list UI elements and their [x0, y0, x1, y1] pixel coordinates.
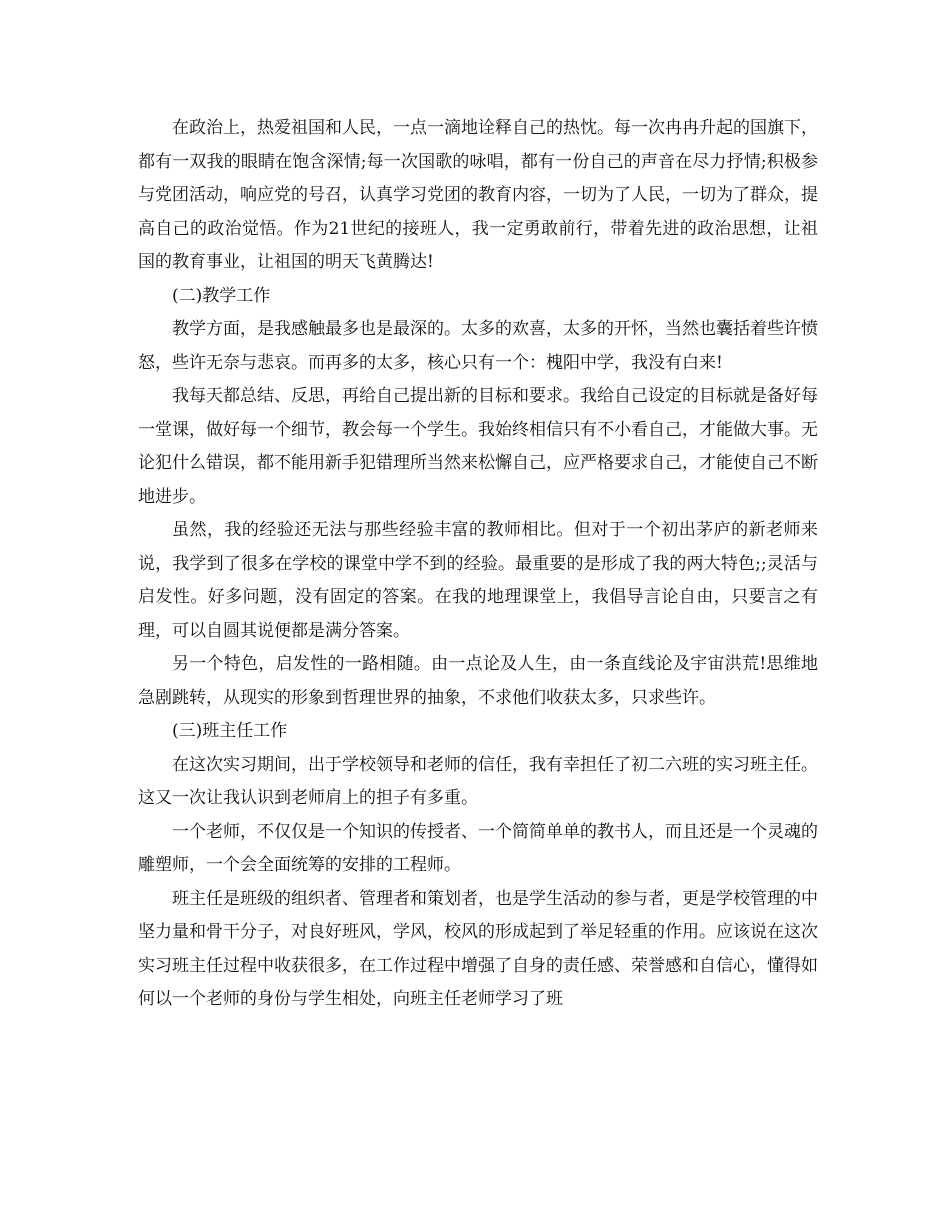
- section-heading-head-teacher: (三)班主任工作: [172, 721, 288, 741]
- paragraph-teacher-role: 一个老师，不仅仅是一个知识的传授者、一个简简单单的教书人，而且还是一个灵魂的雕塑师，一个会全面统筹的安排的工程师。: [138, 821, 818, 875]
- paragraph-political: 在政治上，热爱祖国和人民，一点一滴地诠释自己的热忱。每一次冉冉升起的国旗下，都有一双我的眼睛在饱含深情;每一次国歌的咏唱，都有一份自己的声音在尽力抒情;积极参与党团活动，响应党的号召，认真学习党团的教育内容，一切为了人民，一切为了群众，提高自己的政治觉悟。作为21世纪的接班人，我一定勇敢前行，带着先进的政治思想，让祖国的教育事业，让祖国的明天飞黄腾达!: [138, 118, 818, 272]
- paragraph-head-teacher-duties: 班主任是班级的组织者、管理者和策划者，也是学生活动的参与者，更是学校管理的中坚力量和骨干分子，对良好班风，学风，校风的形成起到了举足轻重的作用。应该说在这次实习班主任过程中收获很多，在工作过程中增强了自身的责任感、荣誉感和自信心，懂得如何以一个老师的身份与学生相处，向班主任老师学习了班: [138, 888, 818, 1009]
- paragraph-daily-reflection: 我每天都总结、反思，再给自己提出新的目标和要求。我给自己设定的目标就是备好每一堂课，做好每一个细节，教会每一个学生。我始终相信只有不小看自己，才能做大事。无论犯什么错误，都不能用新手犯错理所当然来松懈自己，应严格要求自己，才能使自己不断地进步。: [138, 386, 818, 507]
- document-body: [138, 112, 818, 1017]
- paragraph-inspiration: 另一个特色，启发性的一路相随。由一点论及人生，由一条直线论及宇宙洪荒!思维地急剧跳转，从现实的形象到哲理世界的抽象，不求他们收获太多，只求些许。: [138, 654, 818, 708]
- section-heading-teaching: (二)教学工作: [172, 285, 271, 306]
- paragraph-experience: 虽然，我的经验还无法与那些经验丰富的教师相比。但对于一个初出茅庐的新老师来说，我学到了很多在学校的课堂中学不到的经验。最重要的是形成了我的两大特色;;灵活与启发性。好多问题，没有固定的答案。在我的地理课堂上，我倡导言论自由，只要言之有理，可以自圆其说便都是满分答案。: [138, 520, 818, 641]
- paragraph-teaching-intro: 教学方面，是我感触最多也是最深的。太多的欢喜，太多的开怀，当然也囊括着些许愤怒，些许无奈与悲哀。而再多的太多，核心只有一个：槐阳中学，我没有白来!: [138, 319, 818, 373]
- paragraph-internship: 在这次实习期间，出于学校领导和老师的信任，我有幸担任了初二六班的实习班主任。这又一次让我认识到老师肩上的担子有多重。: [138, 754, 818, 808]
